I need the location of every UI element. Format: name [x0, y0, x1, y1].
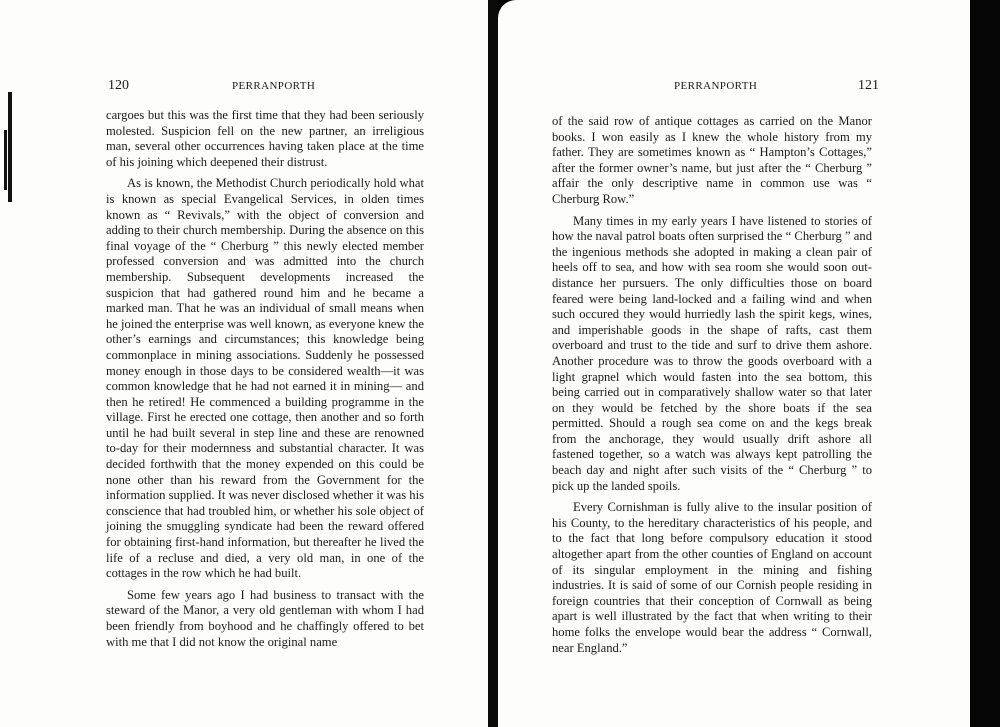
right-paragraph-3: Every Cornishman is fully alive to the insular position of his County, to the hereditary characteristics of his people, and to the fact that long before compulsory education it stood altogether apart from the other counties of England on account of its singular employment in the mining and fishing industries. It is said of some of our Cornish people residing in foreign countries that their conception of Cornwall as being apart is well illustrated by the fact that when writing to their home folks the envelope would bear the address “ Cornwall, near England.” — [552, 500, 872, 655]
right-body-text — [552, 114, 872, 662]
left-paragraph-3: Some few years ago I had business to transact with the steward of the Manor, a very old gentleman with whom I had been friendly from boyhood and he chaffingly offered to bet with me that I did not know the original name — [106, 587, 424, 649]
scan-edge-mark — [4, 130, 7, 190]
page-number-right: 121 — [858, 78, 879, 93]
right-paragraph-1: of the said row of antique cottages as carried on the Manor books. I won easily as I knew the whole history from my father. They are sometimes known as “ Hampton’s Cottages,” after the former owner’s name, but just after the “ Cherburg ” affair the only descriptive name in common use was “ Cherburg Row.” — [552, 114, 872, 206]
left-page — [0, 0, 488, 727]
left-body-text — [106, 108, 424, 656]
left-paragraph-1: cargoes but this was the first time that they had been seriously molested. Suspicion fell on the new partner, an irreligious man, several other occurrences having taken place at the time of his joining which deepened their distrust. — [106, 108, 424, 169]
left-paragraph-2: As is known, the Methodist Church periodically hold what is known as special Evangelical Services, in olden times known as “ Revivals,” with the object of conversion and adding to their church membership. During the absence on this final voyage of the “ Cherburg ” this newly elected member professed conversion and was admitted into the church membership. Subsequent developments increased the suspicion that had gathered round him and he became a marked man. That he was an individual of small means when he joined the enterprise was well known, as everyone knew the other’s earnings and circumstances; this knowledge being commonplace in mining associations. Suddenly he possessed money enough in those days to be considered wealth—it was common knowledge that he had not earned it in mining— and then he retired! He commenced a building programme in the village. First he erected one cottage, then another and so forth until he had built several in step line and these are renowned to-day for their modernness and substantial character. It was decided forthwith that the money expended on this could be none other than his reward from the Government for the information supplied. It was never disclosed whether it was his conscience that had troubled him, or whether his sole object of joining the smuggling syndicate had been the reward offered for obtaining first-hand information, but thereafter he lived the life of a recluse and died, a very old man, in one of the cottages in the row which he had built. — [106, 176, 424, 581]
book-gutter — [488, 0, 498, 727]
running-head-left: PERRANPORTH — [232, 80, 316, 92]
scan-right-edge — [970, 0, 1000, 727]
right-page — [498, 0, 970, 727]
running-head-right: PERRANPORTH — [674, 80, 758, 92]
page-number-left: 120 — [108, 78, 129, 93]
scan-edge-mark — [8, 92, 12, 202]
right-paragraph-2: Many times in my early years I have listened to stories of how the naval patrol boats often surprised the “ Cherburg ” and the ingenious methods she adopted in making a clean pair of heels off to sea, and how with sea room she would soon out-distance her pursuers. The only difficulties those on board feared were being land-locked and a failing wind and when such occured they would hurriedly lash the spirit kegs, wines, and imperishable goods in the shape of rafts, cast them overboard and trust to the tide and surf to drive them ashore. Another procedure was to throw the goods overboard with a light grapnel which would fasten into the sea bottom, this being carried out in comparatively shallow water so that later on they would be fetched by the shore boats if the sea permitted. Should a rough sea come on and the kegs break from the anchorage, they would usually drift ashore all fastened together, so a watch was always kept patrolling the beach day and night after such visits of the “ Cherburg ” to pick up the landed spoils. — [552, 213, 872, 493]
